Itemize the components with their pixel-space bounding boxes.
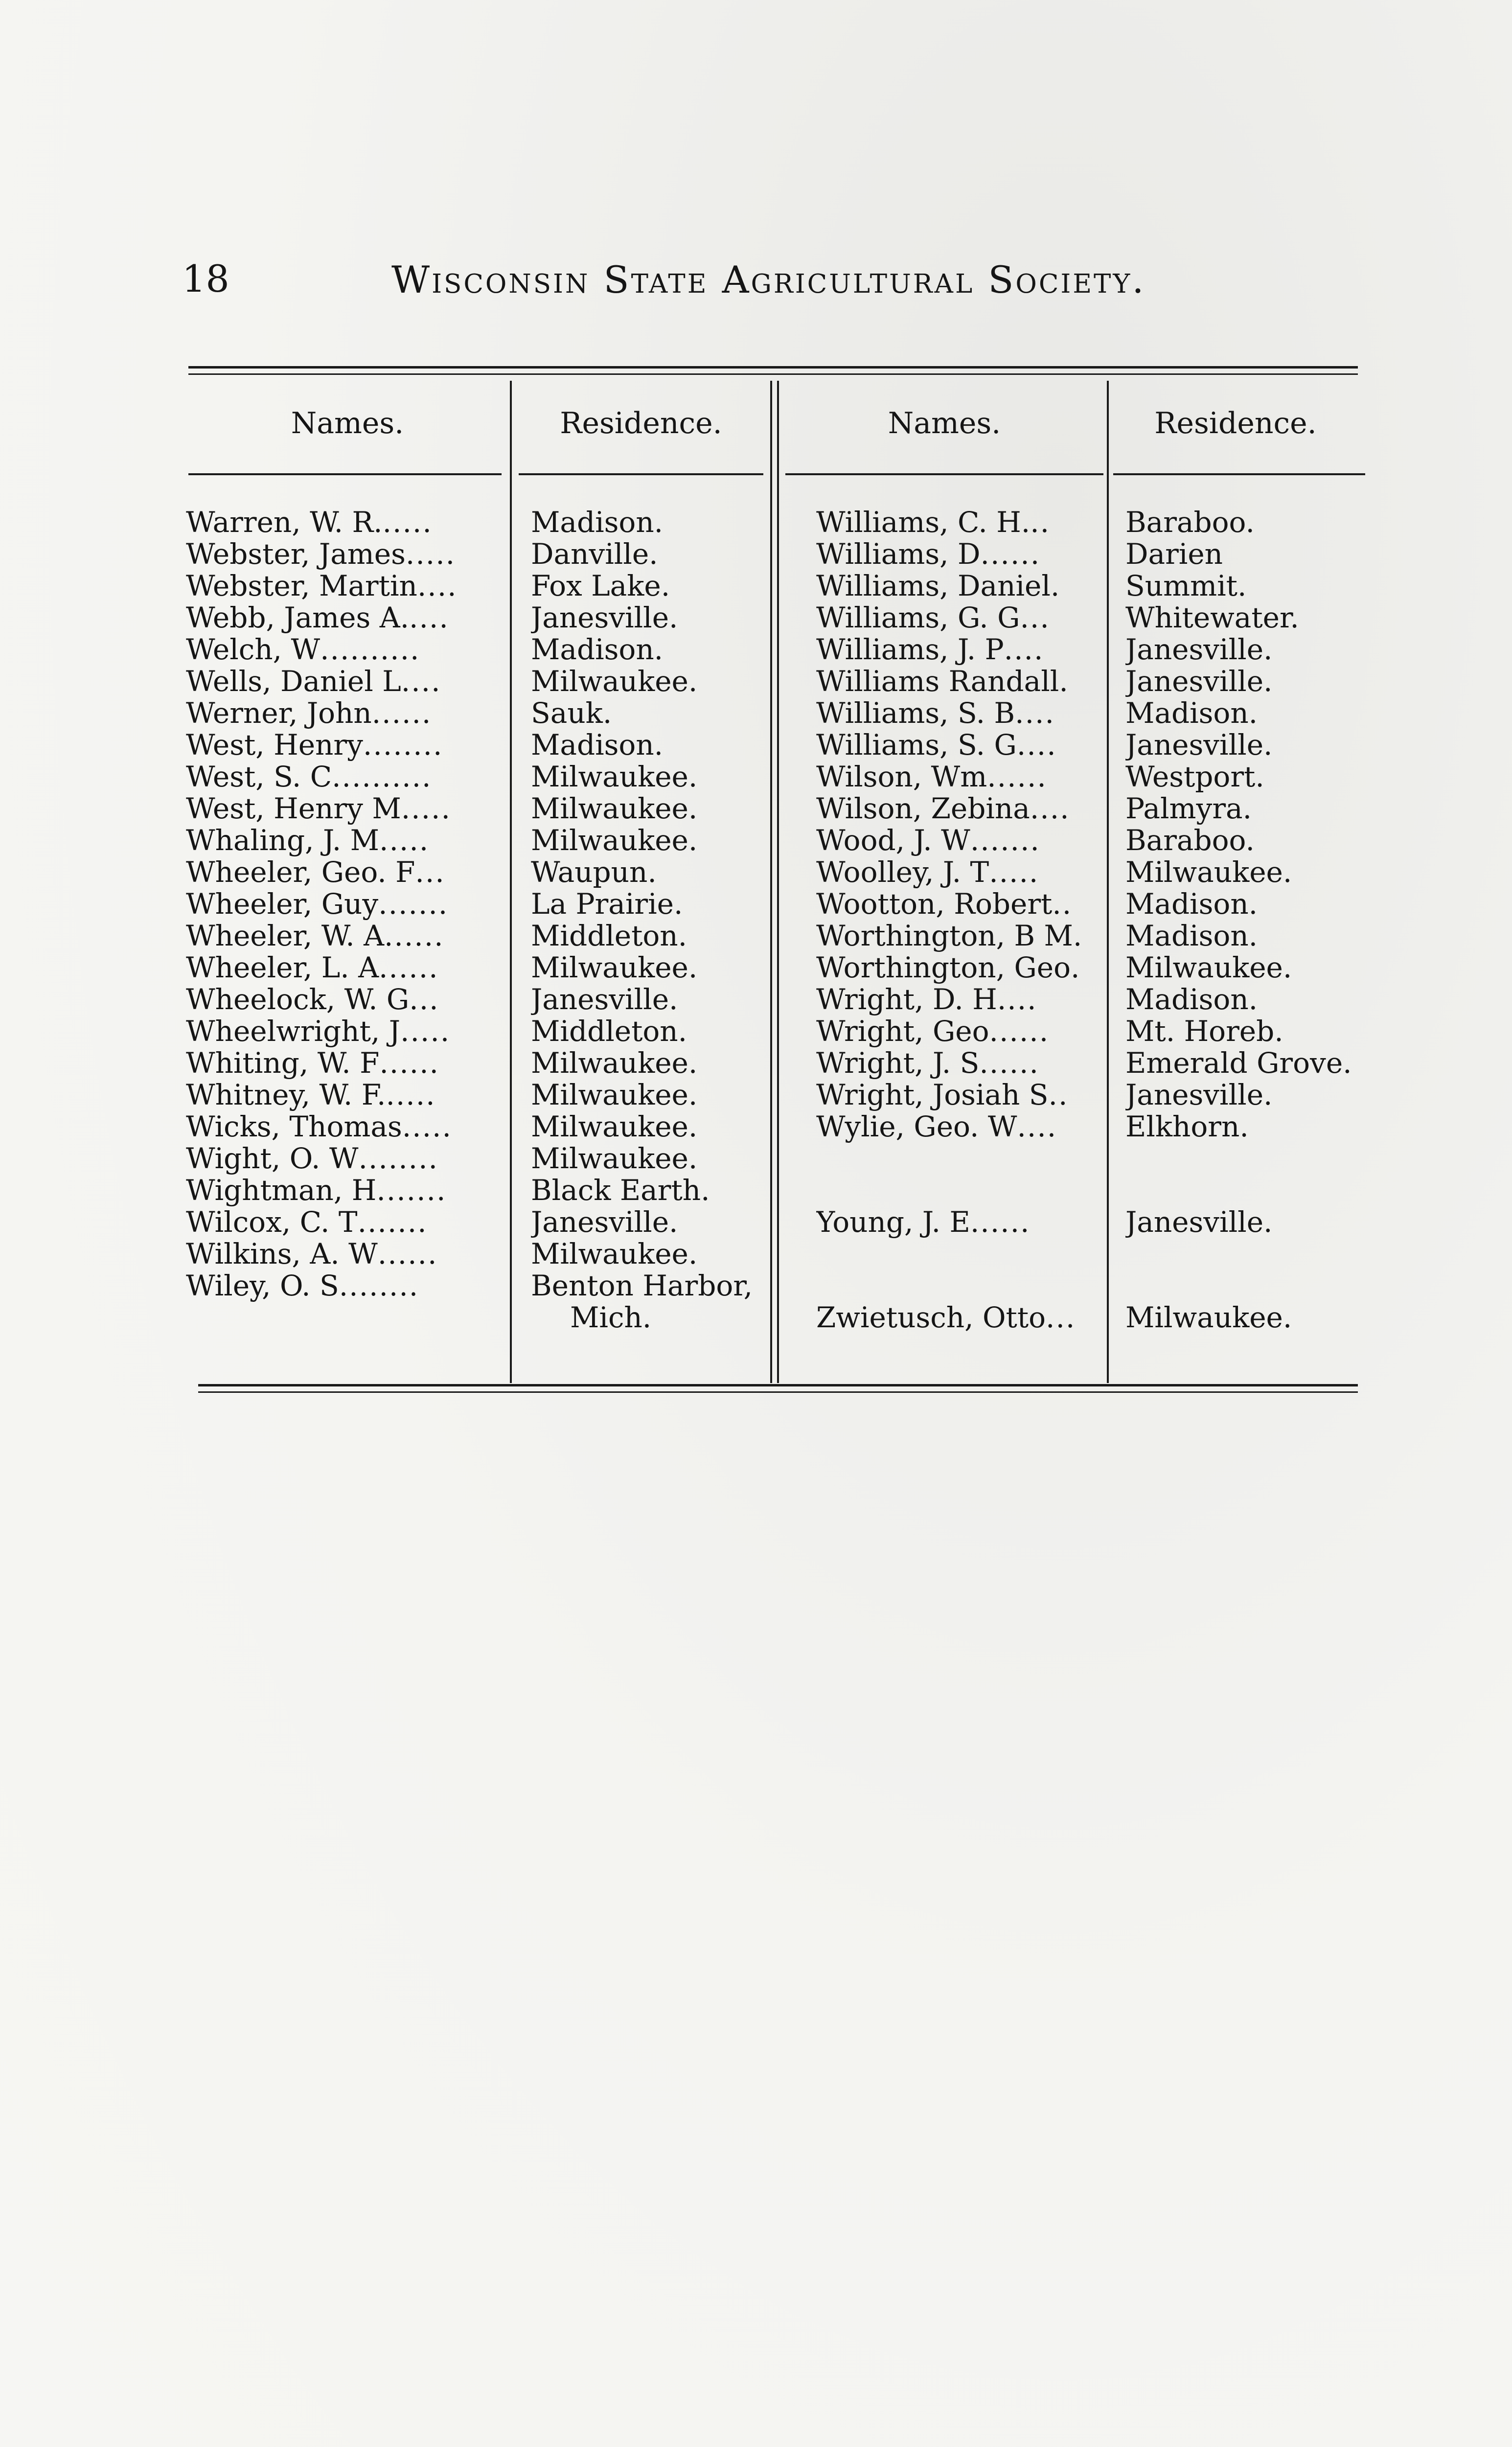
member-name-row: [186, 507, 504, 538]
member-name: Wells, Daniel L: [186, 666, 401, 697]
member-residence-row: [1125, 570, 1360, 602]
dot-leader: ......: [980, 538, 1041, 570]
table-top-rule-inner: [188, 373, 1358, 375]
member-name: Wilson, Zebina: [816, 793, 1030, 825]
member-residence: Janesville.: [531, 602, 678, 634]
dot-leader: .: [1073, 920, 1083, 952]
member-residence-row: [531, 1238, 768, 1270]
member-residence: Milwaukee.: [1125, 1302, 1292, 1334]
member-name: Williams, C. H.: [816, 507, 1031, 538]
member-residence: Milwaukee.: [531, 1079, 698, 1111]
member-residence: Madison.: [1125, 888, 1258, 920]
member-residence-row: [531, 1047, 768, 1079]
header-underline: [785, 473, 1103, 475]
dot-leader: .....: [405, 538, 456, 570]
member-residence-row: [531, 602, 768, 634]
member-name-row: [186, 1111, 504, 1143]
column-divider: [777, 381, 779, 1383]
member-residence: Baraboo.: [1125, 825, 1255, 856]
member-residence-row: [1125, 825, 1360, 856]
right-names-column: [816, 507, 1105, 1334]
member-name-row: [186, 825, 504, 856]
member-residence: Westport.: [1125, 761, 1264, 793]
dot-leader: ......: [987, 761, 1047, 793]
member-name: Whaling, J. M: [186, 825, 380, 856]
member-residence-row: [1125, 538, 1360, 570]
blank-row: [1125, 1175, 1360, 1206]
member-name-row: [186, 1206, 504, 1238]
member-residence: Janesville.: [1125, 729, 1273, 761]
member-name-row: [186, 1270, 504, 1302]
header-names-left: Names.: [291, 406, 404, 440]
member-name-row: [186, 538, 504, 570]
dot-leader: ....: [1016, 729, 1057, 761]
dot-leader: ......: [371, 697, 432, 729]
blank-row: [1125, 1238, 1360, 1270]
member-residence: Milwaukee.: [531, 761, 698, 793]
member-name: Worthington, Geo: [816, 952, 1071, 984]
member-residence: Madison.: [1125, 920, 1258, 952]
dot-leader: .: [1059, 666, 1069, 697]
member-name-row: [816, 952, 1105, 984]
member-residence-row: [531, 538, 768, 570]
member-name-row: [816, 888, 1105, 920]
member-residence-row: [531, 856, 768, 888]
member-residence-row: [1125, 697, 1360, 729]
member-name: Whiting, W. F: [186, 1047, 380, 1079]
member-residence-row: [1125, 1079, 1360, 1111]
member-name: Williams, S. G: [816, 729, 1017, 761]
member-name: Williams Randall: [816, 666, 1059, 697]
member-name: Young, J. E: [816, 1206, 970, 1238]
member-name-row: [186, 1175, 504, 1206]
member-residence: Milwaukee.: [531, 666, 698, 697]
member-residence-row: [531, 1175, 768, 1206]
member-residence-row: [531, 793, 768, 825]
dot-leader: ........: [358, 1143, 438, 1175]
member-name: Whitney, W. F.: [186, 1079, 386, 1111]
dot-leader: .....: [401, 793, 451, 825]
dot-leader: ....: [401, 666, 441, 697]
member-residence: Janesville.: [1125, 666, 1273, 697]
member-residence-row: [1125, 1206, 1360, 1238]
member-name-row: [186, 856, 504, 888]
member-name-row: [816, 984, 1105, 1016]
member-name-row: [816, 570, 1105, 602]
member-residence: Milwaukee.: [531, 1238, 698, 1270]
dot-leader: ........: [363, 729, 443, 761]
member-residence-row: [531, 1016, 768, 1047]
left-names-column: [186, 507, 504, 1334]
member-residence: Palmyra.: [1125, 793, 1252, 825]
member-residence: Middleton.: [531, 1016, 687, 1047]
dot-leader: ....: [417, 570, 458, 602]
dot-leader: ...: [415, 856, 445, 888]
member-name-row: [816, 856, 1105, 888]
member-name-row: [816, 666, 1105, 697]
member-residence-row: [1125, 761, 1360, 793]
member-residence-row: [1125, 1047, 1360, 1079]
dot-leader: ......: [979, 1047, 1039, 1079]
column-divider: [510, 381, 512, 1383]
member-name-row: [816, 920, 1105, 952]
member-residence-row: [531, 1111, 768, 1143]
member-name: Wheeler, Guy: [186, 888, 379, 920]
member-name-row: [816, 761, 1105, 793]
member-name-row: [816, 793, 1105, 825]
member-residence-row: [531, 1143, 768, 1175]
member-residence-row: [1125, 984, 1360, 1016]
member-name: Webb, James A.: [186, 602, 410, 634]
member-residence-row: [1125, 1302, 1360, 1334]
dot-leader: ......: [384, 920, 444, 952]
member-residence: Milwaukee.: [1125, 856, 1292, 888]
member-name: Wicks, Thomas: [186, 1111, 402, 1143]
member-residence: Mich.: [570, 1302, 652, 1334]
dot-leader: .....: [386, 1079, 436, 1111]
member-name-row: [186, 793, 504, 825]
member-residence-row: [531, 952, 768, 984]
member-name-row: [816, 1016, 1105, 1047]
member-residence-row: [531, 1206, 768, 1238]
member-name: Wheeler, L. A: [186, 952, 379, 984]
member-residence: Fox Lake.: [531, 570, 670, 602]
member-name-row: [186, 729, 504, 761]
member-name-row: [186, 634, 504, 666]
member-name: Wylie, Geo. W: [816, 1111, 1017, 1143]
dot-leader: ......: [377, 1238, 438, 1270]
member-name: Warren, W. R.: [186, 507, 383, 538]
dot-leader: ..: [1052, 888, 1073, 920]
dot-leader: .....: [382, 507, 433, 538]
dot-leader: ....: [997, 984, 1037, 1016]
header-residence-right: Residence.: [1154, 406, 1317, 440]
member-name: Wightman, H: [186, 1175, 377, 1206]
member-name-row: [186, 666, 504, 697]
member-residence: Whitewater.: [1125, 602, 1299, 634]
member-residence: Janesville.: [1125, 1079, 1273, 1111]
dot-leader: ...: [409, 984, 439, 1016]
member-residence-row: [531, 729, 768, 761]
member-residence: Madison.: [531, 507, 664, 538]
member-name: Wheeler, W. A: [186, 920, 384, 952]
member-residence: Mt. Horeb.: [1125, 1016, 1283, 1047]
member-name-row: [186, 1143, 504, 1175]
member-residence: Danville.: [531, 538, 658, 570]
member-name-row: [186, 1047, 504, 1079]
member-residence: Milwaukee.: [531, 1143, 698, 1175]
member-residence: Black Earth.: [531, 1175, 710, 1206]
member-name-row: [816, 507, 1105, 538]
member-name: Webster, James: [186, 538, 406, 570]
member-name: Wheelwright, J: [186, 1016, 401, 1047]
member-name: Williams, D: [816, 538, 981, 570]
blank-row: [1125, 1143, 1360, 1175]
member-residence: Emerald Grove.: [1125, 1047, 1352, 1079]
dot-leader: ......: [379, 1047, 439, 1079]
member-name-row: [186, 1016, 504, 1047]
member-name: Wright, Geo: [816, 1016, 989, 1047]
member-residence-row: [531, 825, 768, 856]
member-name: West, Henry: [186, 729, 363, 761]
dot-leader: .......: [376, 1175, 447, 1206]
member-residence-row: [531, 507, 768, 538]
member-residence-row: [531, 920, 768, 952]
member-name-row: [816, 1111, 1105, 1143]
member-name: Wheeler, Geo. F: [186, 856, 415, 888]
member-name: Wright, Josiah S: [816, 1079, 1049, 1111]
member-residence: Summit.: [1125, 570, 1247, 602]
member-residence-row: [1125, 920, 1360, 952]
header-underline: [1113, 473, 1365, 475]
member-residence: Baraboo.: [1125, 507, 1255, 538]
member-name-row: [186, 888, 504, 920]
member-name-row: [816, 602, 1105, 634]
dot-leader: ....: [1030, 793, 1070, 825]
dot-leader: .: [1071, 952, 1081, 984]
member-residence: Middleton.: [531, 920, 687, 952]
member-name: Worthington, B M: [816, 920, 1073, 952]
dot-leader: ....: [1015, 697, 1055, 729]
member-name-row: [186, 984, 504, 1016]
dot-leader: ....: [1017, 1111, 1057, 1143]
member-residence: Darien: [1125, 538, 1223, 570]
member-residence-row: [531, 984, 768, 1016]
blank-row: [816, 1238, 1105, 1270]
member-residence: Elkhorn.: [1125, 1111, 1249, 1143]
member-residence-row: [1125, 793, 1360, 825]
dot-leader: ...: [1020, 602, 1050, 634]
column-divider: [1107, 381, 1109, 1383]
blank-row: [816, 1175, 1105, 1206]
member-name: Williams, Daniel: [816, 570, 1051, 602]
dot-leader: .....: [379, 825, 430, 856]
dot-leader: ..: [1030, 507, 1051, 538]
dot-leader: ..........: [332, 761, 432, 793]
dot-leader: ......: [379, 952, 439, 984]
member-name-row: [816, 729, 1105, 761]
member-residence-row: [531, 761, 768, 793]
member-name-row: [816, 697, 1105, 729]
member-residence: Benton Harbor,: [531, 1270, 753, 1302]
member-name: Welch, W: [186, 634, 321, 666]
member-residence-row: [531, 888, 768, 920]
member-name: Woolley, J. T: [816, 856, 989, 888]
dot-leader: ....: [1004, 634, 1044, 666]
member-name-row: [816, 1047, 1105, 1079]
member-name: Williams, S. B: [816, 697, 1015, 729]
member-residence-row: [531, 1079, 768, 1111]
dot-leader: .....: [402, 1111, 452, 1143]
header-names-right: Names.: [888, 406, 1001, 440]
header-underline: [188, 473, 502, 475]
member-residence-row: [1125, 602, 1360, 634]
member-name: Zwietusch, Otto: [816, 1302, 1046, 1334]
dot-leader: .......: [970, 825, 1040, 856]
member-residence: Milwaukee.: [531, 1047, 698, 1079]
member-residence: Sauk.: [531, 697, 612, 729]
dot-leader: .......: [357, 1206, 428, 1238]
member-name-row: [816, 1302, 1105, 1334]
dot-leader: ..: [1048, 1079, 1069, 1111]
member-residence: La Prairie.: [531, 888, 683, 920]
member-residence: Madison.: [1125, 984, 1258, 1016]
member-residence: Madison.: [531, 634, 664, 666]
member-name: Wiley, O. S: [186, 1270, 339, 1302]
member-residence-row: [1125, 1111, 1360, 1143]
page-number: 18: [182, 257, 229, 300]
dot-leader: ......: [970, 1206, 1031, 1238]
member-residence: Madison.: [1125, 697, 1258, 729]
member-name-row: [186, 1238, 504, 1270]
member-name: West, Henry M: [186, 793, 401, 825]
member-residence-row: [1125, 634, 1360, 666]
column-divider: [770, 381, 772, 1383]
header-underline: [519, 473, 763, 475]
member-name-row: [816, 1079, 1105, 1111]
member-name-row: [186, 761, 504, 793]
member-residence-row: [1125, 666, 1360, 697]
member-name-row: [186, 952, 504, 984]
member-residence-row: [531, 666, 768, 697]
member-residence: Milwaukee.: [531, 952, 698, 984]
member-name-row: [816, 634, 1105, 666]
member-residence-row: [1125, 507, 1360, 538]
member-residence: Janesville.: [531, 984, 678, 1016]
member-name: Wilson, Wm: [816, 761, 987, 793]
member-residence-row: [1125, 856, 1360, 888]
member-name: Werner, John: [186, 697, 372, 729]
member-name-row: [186, 570, 504, 602]
member-name-row: [816, 538, 1105, 570]
member-name: Williams, G. G: [816, 602, 1020, 634]
member-residence-row: [531, 634, 768, 666]
member-residence: Janesville.: [1125, 634, 1273, 666]
member-residence-row: [1125, 888, 1360, 920]
dot-leader: ........: [339, 1270, 419, 1302]
member-name-row: [816, 825, 1105, 856]
member-name-row: [186, 920, 504, 952]
blank-row: [1125, 1270, 1360, 1302]
member-residence: Milwaukee.: [531, 793, 698, 825]
blank-row: [816, 1270, 1105, 1302]
member-name: Williams, J. P: [816, 634, 1004, 666]
member-residence: Janesville.: [1125, 1206, 1273, 1238]
member-name: West, S. C: [186, 761, 332, 793]
member-residence: Janesville.: [531, 1206, 678, 1238]
member-residence-row: [1125, 1016, 1360, 1047]
table-bottom-rule: [198, 1384, 1358, 1386]
member-residence: Milwaukee.: [531, 1111, 698, 1143]
member-name: Wright, J. S: [816, 1047, 980, 1079]
member-residence-row: [531, 570, 768, 602]
member-residence-continuation: [531, 1302, 768, 1334]
member-residence-row: [1125, 952, 1360, 984]
header-residence-left: Residence.: [560, 406, 722, 440]
dot-leader: ..........: [320, 634, 420, 666]
member-name-row: [186, 1079, 504, 1111]
dot-leader: .......: [378, 888, 449, 920]
dot-leader: .....: [400, 1016, 451, 1047]
member-residence: Madison.: [531, 729, 664, 761]
dot-leader: ...: [1046, 1302, 1076, 1334]
table-top-rule: [188, 366, 1358, 369]
dot-leader: .....: [989, 856, 1039, 888]
left-residence-column: [531, 507, 768, 1334]
member-name: Webster, Martin: [186, 570, 417, 602]
member-name: Wright, D. H: [816, 984, 997, 1016]
member-name: Wheelock, W. G: [186, 984, 410, 1016]
member-name-row: [186, 697, 504, 729]
dot-leader: .: [1050, 570, 1061, 602]
member-name: Wilkins, A. W: [186, 1238, 378, 1270]
member-residence-row: [531, 697, 768, 729]
member-residence: Milwaukee.: [1125, 952, 1292, 984]
member-name: Wight, O. W: [186, 1143, 359, 1175]
table-bottom-rule-inner: [198, 1391, 1358, 1393]
right-residence-column: [1125, 507, 1360, 1334]
member-residence: Waupun.: [531, 856, 657, 888]
member-name: Wootton, Robert: [816, 888, 1053, 920]
member-residence: Milwaukee.: [531, 825, 698, 856]
member-name: Wilcox, C. T: [186, 1206, 358, 1238]
member-name-row: [816, 1206, 1105, 1238]
dot-leader: ......: [989, 1016, 1050, 1047]
dot-leader: ....: [409, 602, 449, 634]
member-name: Wood, J. W: [816, 825, 970, 856]
member-residence-row: [1125, 729, 1360, 761]
blank-row: [186, 1302, 504, 1334]
member-residence-row: [531, 1270, 768, 1302]
blank-row: [816, 1143, 1105, 1175]
running-title: Wisconsin State Agricultural Society.: [391, 258, 1146, 301]
member-name-row: [186, 602, 504, 634]
